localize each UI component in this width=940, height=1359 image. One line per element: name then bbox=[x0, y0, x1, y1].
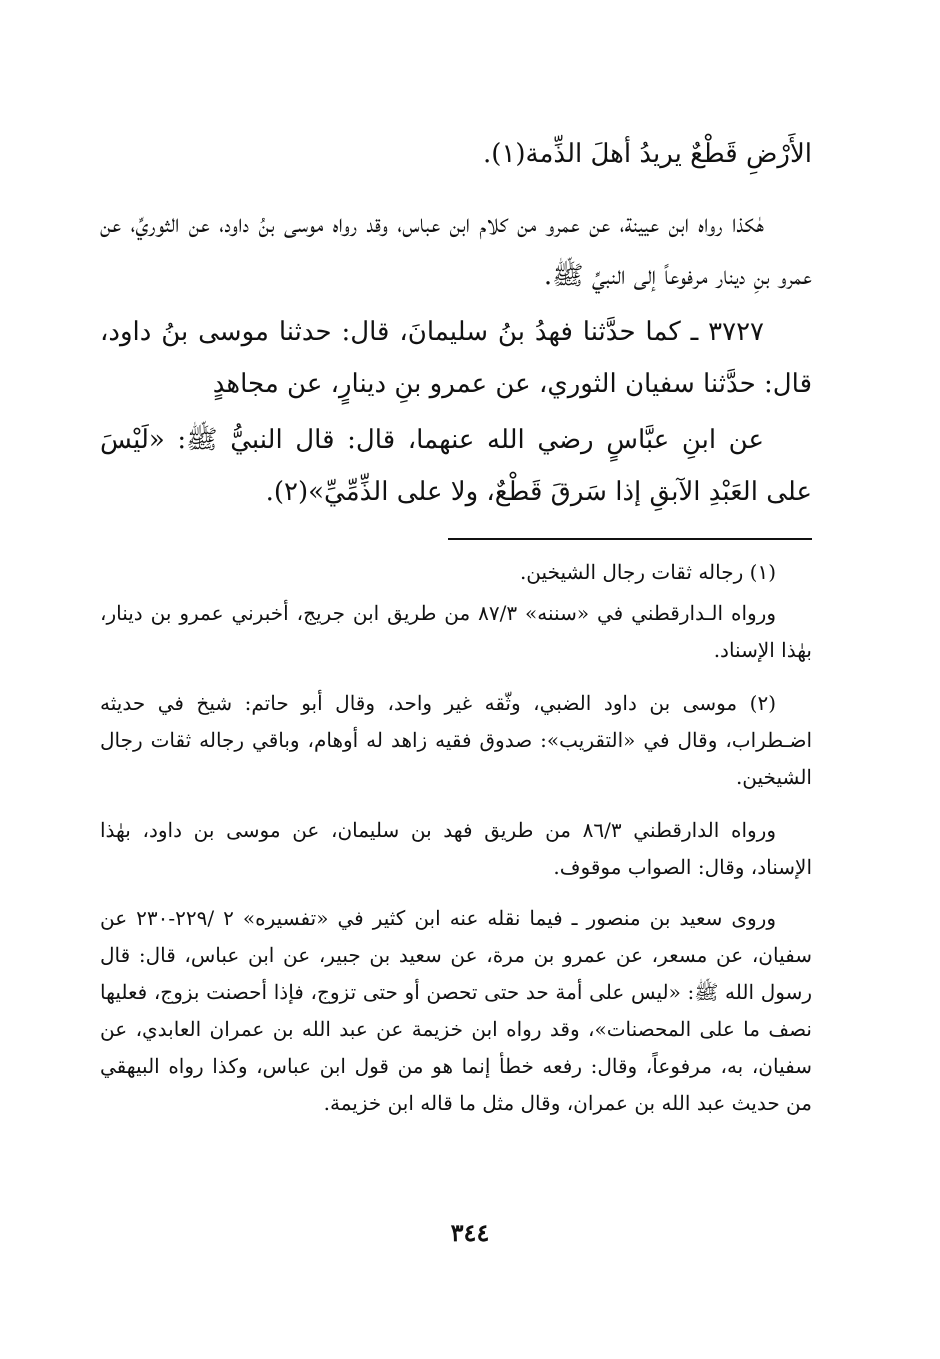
footnote-1-continuation: ورواه الـدارقطني في «سننه» ٨٧/٣ من طريق ابن جريج، أخبرني عمرو بن دينار، بهٰذا الإسناد. bbox=[100, 601, 812, 662]
footnote-2-continuation: ورواه الدارقطني ٨٦/٣ من طريق فهد بن سليمان، عن موسى بن داود، بهٰذا الإسناد، وقال: الصواب موقوف. bbox=[100, 818, 812, 879]
hadith-chain-paragraph: ٣٧٢٧ ـ كما حدَّثنا فهدُ بنُ سليمانَ، قال: حدثنا موسى بنُ داود، قال: حدَّثنا سفيان الثوري، عن عمرو بنِ دينارٍ، عن مجاهدٍ bbox=[100, 317, 812, 399]
main-paragraph: هٰكذا رواه ابن عيينة، عن عمرو من كلام ابن عباس، وقد رواه موسى بنُ داود، عن الثوريِّ، عن عمرو بنِ دينار مرفوعاً إلى النبيِّ ﷺ. bbox=[100, 209, 812, 291]
main-text-line: الأَرْضِ قَطْعٌ يريدُ أهلَ الذِّمة(١). bbox=[483, 139, 812, 169]
footnote-2: (٢) موسى بن داود الضبي، وثّقه غير واحد، وقال أبو حاتم: شيخ في حديثه اضـطراب، وقال في «التقريب»: صدوق فقيه زاهد له أوهام، وباقي رجاله ثقات رجال الشيخين. bbox=[100, 691, 812, 789]
page-number: ٣٤٤ bbox=[450, 1218, 490, 1247]
footnote-1: (١) رجاله ثقات رجال الشيخين. bbox=[519, 560, 776, 584]
footnote-divider bbox=[448, 538, 812, 540]
hadith-text-paragraph: عن ابنِ عبَّاسٍ رضي الله عنهما، قال: قال النبيُّ ﷺ: «لَيْسَ على العَبْدِ الآبقِ إذا سَرقَ قَطْعٌ، ولا على الذِّمِّيِّ»(٢). bbox=[100, 425, 812, 507]
footnote-2-continuation: وروى سعيد بن منصور ـ فيما نقله عنه ابن كثير في «تفسيره» ٢ /٢٢٩-٢٣٠ عن سفيان، عن مسعر، عن عمرو بن مرة، عن سعيد بن جبير، عن ابن عباس، قال: قال رسول الله ﷺ: «ليس على أمة حد حتى تحصن أو حتى تزوج، فإذا أحصنت بزوج، فعليها نصف ما على المحصنات»، وقد رواه ابن خزيمة عن عبد الله بن عمران العابدي، عن سفيان، به، مرفوعاً، وقال: رفعه خطأ إنما هو من قول ابن عباس، وكذا رواه البيهقي من حديث عبد الله بن عمران، وقال مثل ما قاله ابن خزيمة. bbox=[100, 906, 812, 1115]
